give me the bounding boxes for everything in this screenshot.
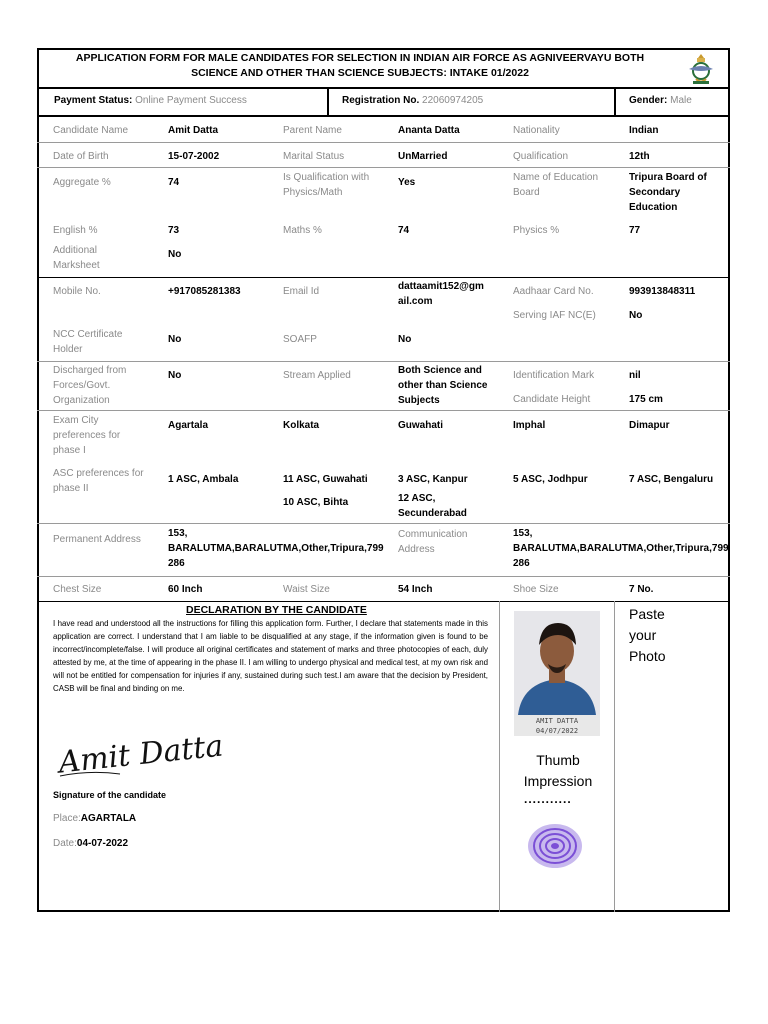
exam-city-4: Imphal [513, 420, 546, 431]
exam-city-5: Dimapur [629, 420, 670, 431]
thumb-impression-label: Thumb Impression [523, 752, 593, 789]
physics: 77 [629, 225, 641, 236]
candidate-name: Amit Datta [168, 125, 219, 136]
exam-city-1: Agartala [168, 420, 209, 431]
svg-text:Amit Datta: Amit Datta [56, 728, 225, 781]
ncc: No [168, 334, 182, 345]
marital-label: Marital Status [283, 151, 345, 162]
thumbprint-image [526, 822, 584, 870]
chest-label: Chest Size [53, 584, 102, 595]
mobile: +917085281383 [168, 286, 241, 297]
aggregate-label: Aggregate % [53, 177, 111, 188]
aadhaar: 993913848311 [629, 286, 696, 297]
exam-city-2: Kolkata [283, 420, 320, 431]
permanent-address: 153, BARALUTMA,BARALUTMA,Other,Tripura,799 286 [168, 528, 384, 569]
nationality: Indian [629, 125, 659, 136]
id-mark-label: Identification Mark [513, 370, 595, 381]
date: Date:04-07-2022 [53, 838, 129, 849]
dob: 15-07-2002 [168, 151, 220, 162]
stream: Both Science and other than Science Subjects [398, 365, 488, 406]
asc-5: 7 ASC, Bengaluru [629, 474, 714, 485]
title-line-1: APPLICATION FORM FOR MALE CANDIDATES FOR SELECTION IN INDIAN AIR FORCE AS AGNIVEERVAYU BOTH [75, 52, 645, 64]
stream-label: Stream Applied [283, 370, 351, 381]
email: dattaamit152@gm ail.com [398, 281, 484, 307]
id-mark: nil [629, 370, 641, 381]
parent-name-label: Parent Name [283, 125, 342, 136]
gender: Gender: Male [629, 95, 692, 106]
email-label: Email Id [283, 286, 320, 297]
permanent-address-label: Permanent Address [53, 534, 141, 545]
signature-image [52, 722, 225, 784]
english: 73 [168, 225, 180, 236]
soafp: No [398, 334, 412, 345]
serving: No [629, 310, 643, 321]
height: 175 cm [629, 394, 663, 405]
nationality-label: Nationality [513, 125, 560, 136]
title-line-2: SCIENCE AND OTHER THAN SCIENCE SUBJECTS: INTAKE 01/2022 [191, 67, 529, 79]
qualification-label: Qualification [513, 151, 569, 162]
height-label: Candidate Height [513, 394, 591, 405]
asc-1: 1 ASC, Ambala [168, 474, 239, 485]
maths-label: Maths % [283, 225, 322, 236]
declaration-title: DECLARATION BY THE CANDIDATE [186, 604, 367, 616]
board-label: Name of Education Board [513, 172, 599, 198]
thumb-dots: ........... [524, 792, 572, 806]
aggregate: 74 [168, 177, 180, 188]
asc-6: 10 ASC, Bihta [283, 497, 349, 508]
paste-photo-label: Paste your Photo [629, 606, 666, 664]
aadhaar-label: Aadhaar Card No. [513, 286, 594, 297]
asc-7: 12 ASC, Secunderabad [398, 493, 467, 519]
place: Place:AGARTALA [53, 813, 137, 824]
soafp-label: SOAFP [283, 334, 317, 345]
candidate-photo [514, 611, 600, 736]
education-board: Tripura Board of Secondary Education [629, 172, 707, 213]
parent-name: Ananta Datta [398, 125, 460, 136]
svg-text:04/07/2022: 04/07/2022 [535, 727, 579, 735]
qual-phys: Yes [398, 177, 416, 188]
asc-3: 3 ASC, Kanpur [398, 474, 468, 485]
marital-status: UnMarried [398, 151, 448, 162]
shoe: 7 No. [629, 584, 654, 595]
additional-marksheet-label: Additional Marksheet [53, 245, 100, 271]
additional-marksheet: No [168, 249, 182, 260]
dob-label: Date of Birth [53, 151, 109, 162]
exam-city-label: Exam City preferences for phase I [53, 415, 121, 456]
asc-2: 11 ASC, Guwahati [283, 474, 368, 485]
waist-label: Waist Size [283, 584, 330, 595]
signature-label: Signature of the candidate [53, 790, 167, 800]
discharged: No [168, 370, 182, 381]
form-title [60, 51, 660, 81]
maths: 74 [398, 225, 410, 236]
svg-text:AMIT DATTA: AMIT DATTA [535, 717, 579, 725]
discharged-label: Discharged from Forces/Govt. Organization [53, 365, 127, 406]
shoe-label: Shoe Size [513, 584, 559, 595]
chest: 60 Inch [168, 584, 203, 595]
ncc-label: NCC Certificate Holder [53, 329, 123, 355]
iaf-emblem-icon [686, 52, 716, 86]
qualification: 12th [629, 151, 650, 162]
payment-status: Payment Status: Online Payment Success [54, 95, 247, 106]
english-label: English % [53, 225, 98, 236]
asc-4: 5 ASC, Jodhpur [513, 474, 588, 485]
exam-city-3: Guwahati [398, 420, 444, 431]
waist: 54 Inch [398, 584, 433, 595]
communication-address: 153, BARALUTMA,BARALUTMA,Other,Tripura,799 286 [513, 528, 729, 569]
mobile-label: Mobile No. [53, 286, 101, 297]
qual-phys-label: Is Qualification with Physics/Math [283, 172, 370, 198]
registration-no: Registration No. 22060974205 [342, 95, 484, 106]
physics-label: Physics % [513, 225, 560, 236]
serving-label: Serving IAF NC(E) [513, 310, 596, 321]
candidate-name-label: Candidate Name [53, 125, 129, 136]
communication-address-label: Communication Address [398, 529, 468, 555]
asc-label: ASC preferences for phase II [53, 468, 144, 494]
declaration-text: I have read and understood all the instructions for filling this application form. Further, I declare that statements made in this application are correct. I understand that I am liable to be disqualified at any stage, if the information given is found to be incorrect/incomplete/false. I will produce all original certificates and statement of marks and three photocopies of each, duly attested by me, at the time of appearing in the phase II. I am willing to undergo physical and medical test, at my own risk and will not be entitled for compensation for injuries if any, sustained during such test.I am aware that the decision by President, CASB will be final and binding on me. [53, 619, 488, 693]
